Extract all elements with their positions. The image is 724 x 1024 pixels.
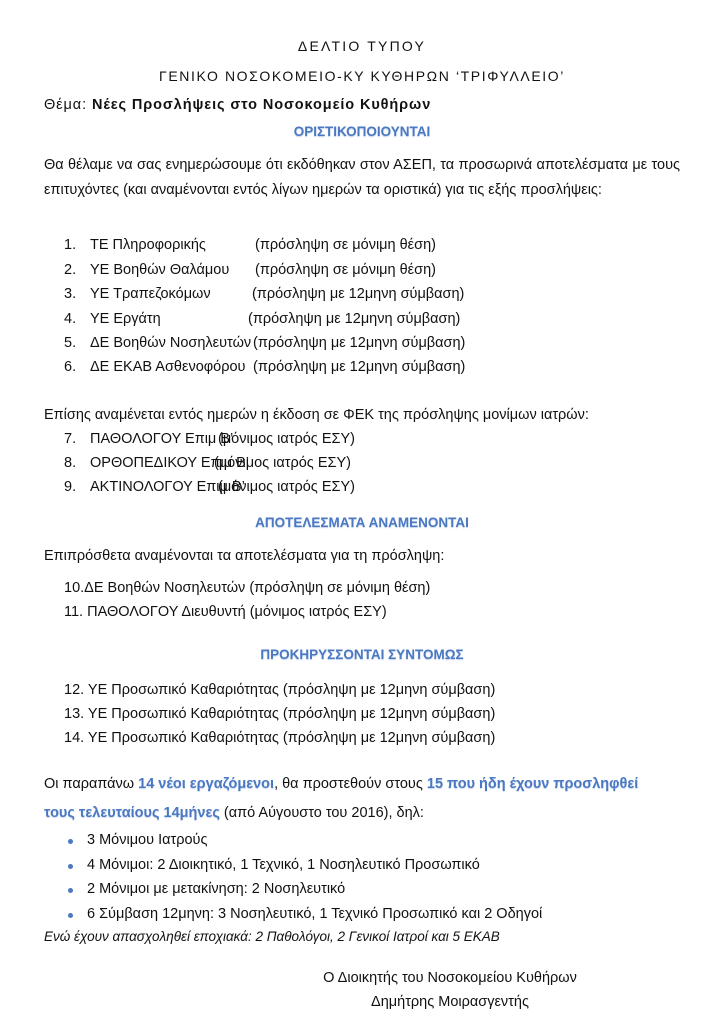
subject-label: Θέμα: <box>44 97 88 113</box>
document-title: ΔΕΛΤΙΟ ΤΥΠΟΥ <box>297 38 427 54</box>
section-heading-upcoming: ΠΡΟΚΗΡΥΣΣΟΝΤΑΙ ΣΥΝΤΟΜΩΣ <box>260 647 464 662</box>
list-item: 12. ΥΕ Προσωπικό Καθαριότητας (πρόσληψη με 12μηνη σύμβαση) <box>64 682 496 698</box>
bullet-icon <box>68 888 73 893</box>
doctors-intro: Επίσης αναμένεται εντός ημερών η έκδοση σε ΦΕΚ της πρόσληψης μονίμων ιατρών: <box>44 407 589 423</box>
seasonal-note: Ενώ έχουν απασχοληθεί εποχιακά: 2 Παθολόγοι, 2 Γενικοί Ιατροί και 5 ΕΚΑΒ <box>44 929 500 944</box>
bullet-item: 3 Μόνιμου Ιατρούς <box>87 832 208 848</box>
list-item: 11. ΠΑΘΟΛΟΓΟΥ Διευθυντή (μόνιμος ιατρός ΕΣΥ) <box>64 604 387 620</box>
list-item: 8. ΟΡΘΟΠΕΔΙΚΟΥ Επιμ Β’(μόνιμος ιατρός ΕΣΥ) <box>64 455 351 471</box>
list-item: 13. ΥΕ Προσωπικό Καθαριότητας (πρόσληψη με 12μηνη σύμβαση) <box>64 706 496 722</box>
list-item: 6. ΔΕ ΕΚΑΒ Ασθενοφόρου (πρόσληψη με 12μηνη σύμβαση) <box>64 359 466 375</box>
list-item: 1. ΤΕ Πληροφορικής (πρόσληψη σε μόνιμη θέση) <box>64 237 436 253</box>
organization-name: ΓΕΝΙΚΟ ΝΟΣΟΚΟΜΕΙΟ-ΚΥ ΚΥΘΗΡΩΝ ‘ΤΡΙΦΥΛΛΕΙΟ’ <box>159 68 565 84</box>
signature-name: Δημήτρης Μοιρασγεντής <box>371 994 529 1010</box>
highlight-new-workers: 14 νέοι εργαζόμενοι <box>138 776 275 792</box>
bullet-icon <box>68 864 73 869</box>
list-item: 2. ΥΕ Βοηθών Θαλάμου (πρόσληψη σε μόνιμη θέση) <box>64 262 436 278</box>
highlight-last-months: τους τελευταίους 14μήνες <box>44 805 220 821</box>
bullet-item: 2 Μόνιμοι με μετακίνηση: 2 Νοσηλευτικό <box>87 881 346 897</box>
section-heading-pending: ΑΠΟΤΕΛΕΣΜΑΤΑ ΑΝΑΜΕΝΟΝΤΑΙ <box>255 515 469 530</box>
summary-line-2: τους τελευταίους 14μήνες (από Αύγουστο του 2016), δηλ: <box>44 805 424 821</box>
list-item: 10.ΔΕ Βοηθών Νοσηλευτών (πρόσληψη σε μόνιμη θέση) <box>64 580 431 596</box>
signature-title: Ο Διοικητής του Νοσοκομείου Κυθήρων <box>323 970 577 986</box>
bullet-icon <box>68 839 73 844</box>
intro-paragraph: Θα θέλαμε να σας ενημερώσουμε ότι εκδόθηκαν στον ΑΣΕΠ, τα προσωρινά αποτελέσματα με τους επιτυχόντες (και αναμένονται εντός λίγων ημερών τα οριστικά) για τις εξής προσλήψεις: <box>44 157 680 198</box>
section-heading-finalized: ΟΡΙΣΤΙΚΟΠΟΙΟΥΝΤΑΙ <box>293 124 431 139</box>
summary-line-1: Οι παραπάνω 14 νέοι εργαζόμενοι, θα προστεθούν στους 15 που ήδη έχουν προσληφθεί <box>44 776 639 792</box>
list-item: 7. ΠΑΘΟΛΟΓΟΥ Επιμ Β’(μόνιμος ιατρός ΕΣΥ) <box>64 431 355 447</box>
bullet-item: 6 Σύμβαση 12μηνη: 3 Νοσηλευτικό, 1 Τεχνικό Προσωπικό και 2 Οδηγοί <box>87 906 543 922</box>
bullet-item: 4 Μόνιμοι: 2 Διοικητικό, 1 Τεχνικό, 1 Νοσηλευτικό Προσωπικό <box>87 857 480 873</box>
list-item: 14. ΥΕ Προσωπικό Καθαριότητας (πρόσληψη με 12μηνη σύμβαση) <box>64 730 496 746</box>
list-item: 5. ΔΕ Βοηθών Νοσηλευτών (πρόσληψη με 12μηνη σύμβαση) <box>64 335 466 351</box>
pending-intro: Επιπρόσθετα αναμένονται τα αποτελέσματα για τη πρόσληψη: <box>44 548 445 564</box>
bullet-icon <box>68 913 73 918</box>
list-item: 3. ΥΕ Τραπεζοκόμων (πρόσληψη με 12μηνη σύμβαση) <box>64 286 465 302</box>
highlight-already-hired: 15 που ήδη έχουν προσληφθεί <box>426 776 639 792</box>
list-item: 4. ΥΕ Εργάτη (πρόσληψη με 12μηνη σύμβαση) <box>64 311 461 327</box>
subject-line <box>44 97 431 113</box>
list-item: 9. ΑΚΤΙΝΟΛΟΓΟΥ Επιμ Β’(μόνιμος ιατρός ΕΣΥ) <box>64 479 355 495</box>
subject-text: Νέες Προσλήψεις στο Νοσοκομείο Κυθήρων <box>91 97 432 113</box>
